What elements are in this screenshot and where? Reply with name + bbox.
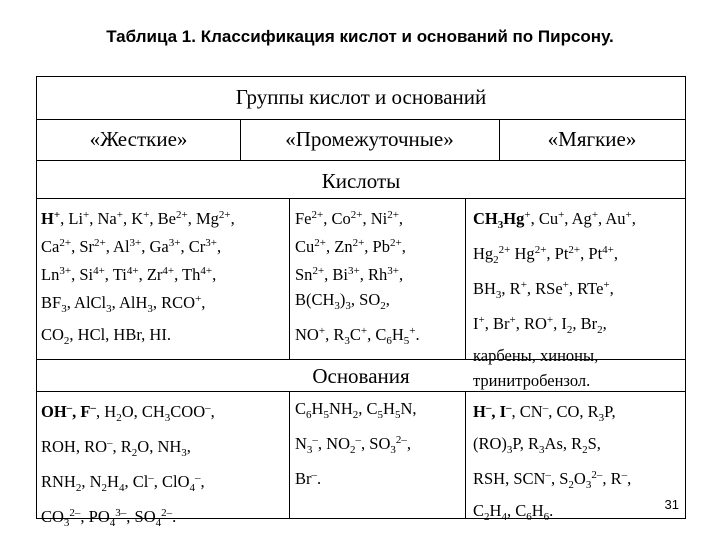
formula-line: $CO_3^{2-}$, $PO_4^{3-}$, $SO_4^{2-}$.: [41, 507, 177, 529]
col-divider: [465, 198, 466, 359]
formula-line: $BF_3$, AlCl$_3$, AlH$_3$, RCO+,: [41, 293, 206, 315]
row-divider: [37, 119, 685, 120]
formula-line: $N_3^-$, $NO_2^-$, $SO_3^{2-}$,: [295, 434, 411, 456]
table-caption: Таблица 1. Классификация кислот и оснований по Пирсону.: [106, 27, 614, 46]
formula-line: H–, I–, CN–, CO, $R_3P$,: [473, 402, 616, 424]
group-intermediate: «Промежуточные»: [285, 127, 454, 151]
formula-line: $C_6H_5NH_2$, $C_5H_5N$,: [295, 399, 417, 421]
formula-line: Br–.: [295, 469, 322, 488]
bases-hard-cell: [41, 396, 215, 536]
formula-line: $BH_3$, R+, RSe+, RTe+,: [473, 279, 614, 301]
table-header: Группы кислот и оснований: [235, 85, 487, 109]
pearson-table: [36, 76, 686, 529]
acids-hard-cell: [41, 203, 235, 354]
formula-line: I+, Br+, RO+, $I_2$, $Br_2$,: [473, 314, 607, 336]
col-divider: [465, 391, 466, 519]
formula-line: $Ca^{2+}$, $Sr^{2+}$, $Al^{3+}$, $Ga^{3+}$, $Cr^{3+}$,: [41, 237, 222, 256]
formula-line: RSH, SCN–, $S_2O_3^{2-}$, R–,: [473, 469, 632, 491]
page-number: 31: [664, 497, 679, 512]
formula-line: $Ln^{3+}$, $Si^{4+}$, $Ti^{4+}$, $Zr^{4+}$, $Th^{4+}$,: [41, 265, 217, 284]
formula-line: карбены, хиноны,: [473, 346, 599, 365]
formula-line: $RNH_2$, $N_2H_4$, Cl–, ClO$_4$–,: [41, 472, 205, 494]
row-divider: [37, 198, 685, 199]
formula-line: H+, Li+, Na+, K+, $Be^{2+}$, $Mg^{2+}$,: [41, 209, 235, 228]
group-hard: «Жесткие»: [89, 127, 188, 151]
formula-line: NO+, $R_3C^+$, $C_6H_5^+$.: [295, 325, 420, 347]
col-divider: [289, 198, 290, 359]
bases-intermediate-cell: [295, 396, 417, 491]
formula-line: $(RO)_3P$, $R_3As$, $R_2S$,: [473, 434, 601, 456]
formula-line: ROH, RO–, $R_2O$, $NH_3$,: [41, 437, 191, 459]
group-soft: «Мягкие»: [547, 127, 637, 151]
col-divider: [289, 391, 290, 519]
formula-line: $C_2H_4$, $C_6H_6$.: [473, 501, 554, 523]
acids-intermediate-cell: [295, 203, 420, 354]
formula-line: $CO_2$, HCl, HBr, HI.: [41, 325, 171, 347]
formula-line: тринитробензол.: [473, 371, 591, 390]
formula-line: $Sn^{2+}$, $Bi^{3+}$, $Rh^{3+}$,: [295, 265, 404, 284]
bases-label: Основания: [312, 364, 410, 388]
formula-line: $CH_3Hg^+$, Cu+, Ag+, Au+,: [473, 209, 636, 231]
formula-line: $B(CH_3)_3$, $SO_2$,: [295, 290, 390, 312]
formula-line: $Hg_2^{2+}$ $Hg^{2+}$, $Pt^{2+}$, $Pt^{4+}$,: [473, 244, 618, 266]
bases-soft-cell: [473, 396, 631, 530]
formula-line: OH–, F–, $H_2O$, $CH_3COO^-$,: [41, 402, 215, 424]
acids-label: Кислоты: [321, 169, 401, 193]
formula-line: $Cu^{2+}$, $Zn^{2+}$, $Pb^{2+}$,: [295, 237, 406, 256]
row-divider: [37, 160, 685, 161]
formula-line: $Fe^{2+}$, $Co^{2+}$, $Ni^{2+}$,: [295, 209, 404, 228]
